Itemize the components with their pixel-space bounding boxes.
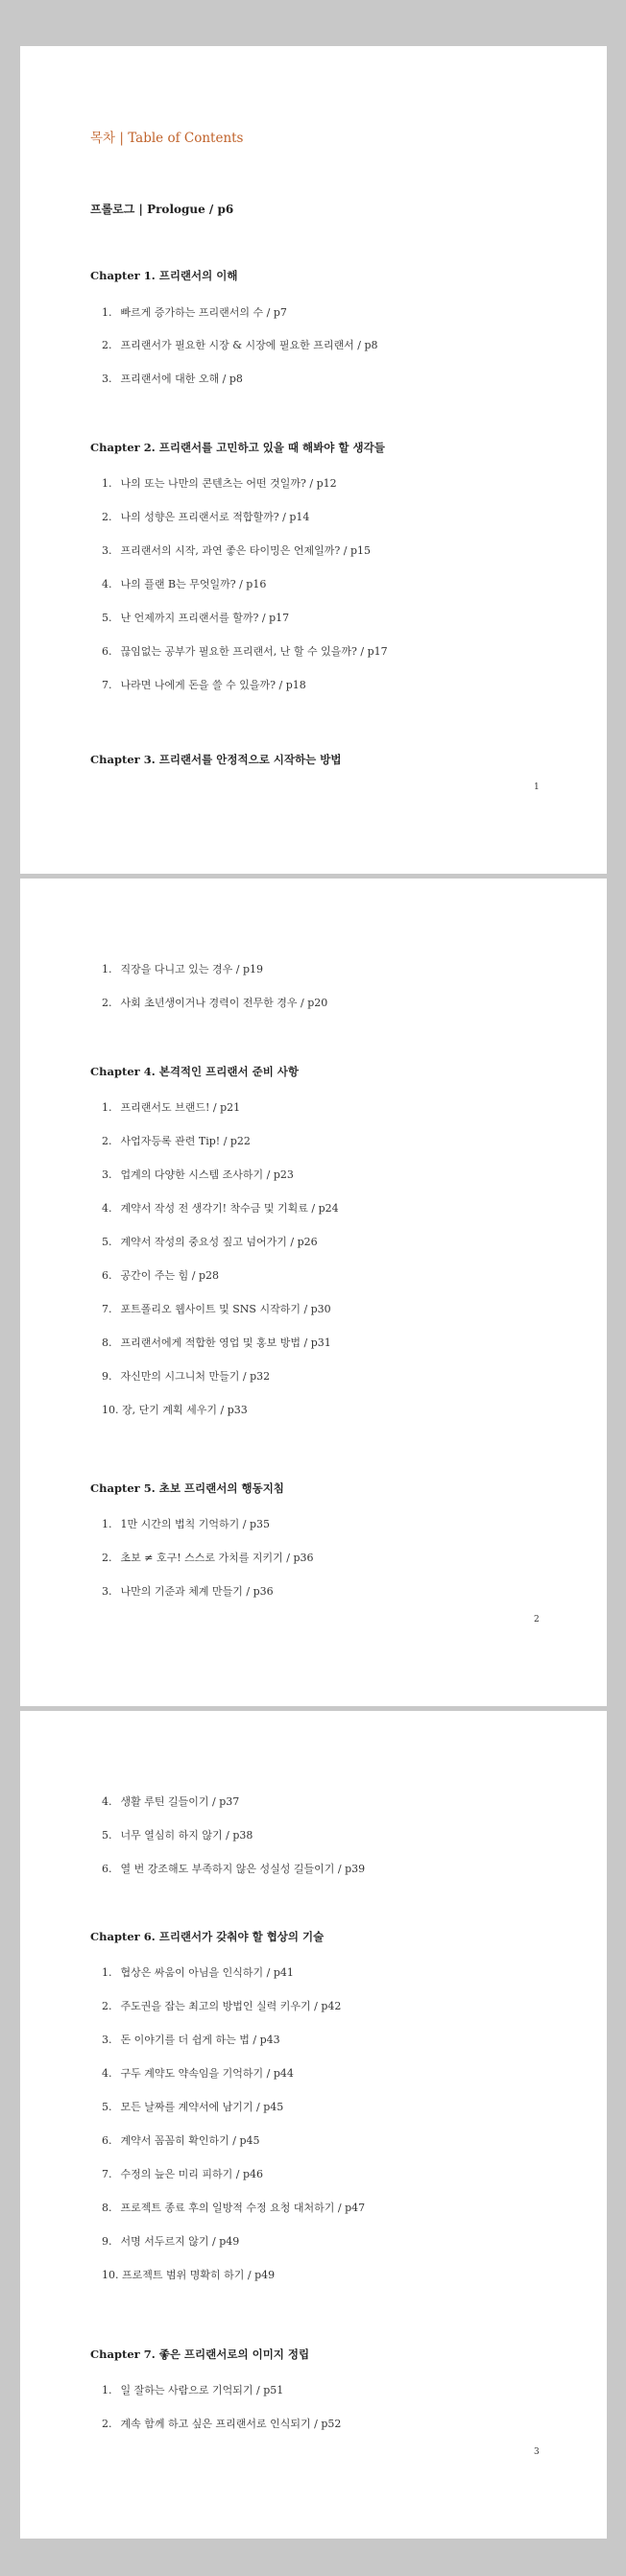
- toc-item: 5. 계약서 작성의 중요성 짚고 넘어가기 / p26: [102, 1236, 318, 1248]
- toc-item: 4. 나의 플랜 B는 무엇일까? / p16: [102, 578, 267, 590]
- toc-item: 2. 사업자등록 관련 Tip! / p22: [102, 1135, 251, 1147]
- chapter-3-title: Chapter 3. 프리랜서를 안정적으로 시작하는 방법: [90, 753, 342, 766]
- toc-item: 10. 프로젝트 범위 명확히 하기 / p49: [102, 2269, 276, 2281]
- toc-item: 3. 프리랜서에 대한 오해 / p8: [102, 373, 243, 385]
- toc-item: 7. 나라면 나에게 돈을 쓸 수 있을까? / p18: [102, 679, 306, 691]
- toc-item: 1. 빠르게 증가하는 프리랜서의 수 / p7: [102, 306, 287, 319]
- document-page-3: [20, 1711, 607, 2539]
- chapter-5-title: Chapter 5. 초보 프리랜서의 행동지침: [90, 1481, 284, 1495]
- toc-item: 1. 협상은 싸움이 아님을 인식하기 / p41: [102, 1966, 294, 1979]
- chapter-6-title: Chapter 6. 프리랜서가 갖춰야 할 협상의 기술: [90, 1930, 325, 1943]
- toc-item: 2. 계속 함께 하고 싶은 프리랜서로 인식되기 / p52: [102, 2418, 342, 2430]
- toc-item: 6. 계약서 꼼꼼히 확인하기 / p45: [102, 2134, 260, 2147]
- toc-item: 8. 프로젝트 종료 후의 일방적 수정 요청 대처하기 / p47: [102, 2202, 366, 2214]
- toc-item: 4. 생활 루틴 길들이기 / p37: [102, 1795, 240, 1808]
- chapter-1-title: Chapter 1. 프리랜서의 이해: [90, 269, 238, 282]
- toc-item: 6. 열 번 강조해도 부족하지 않은 성실성 길들이기 / p39: [102, 1863, 366, 1875]
- toc-item: 6. 공간이 주는 힘 / p28: [102, 1269, 219, 1282]
- toc-item: 3. 업계의 다양한 시스템 조사하기 / p23: [102, 1168, 294, 1181]
- toc-item: 3. 돈 이야기를 더 쉽게 하는 법 / p43: [102, 2034, 280, 2046]
- chapter-2-title: Chapter 2. 프리랜서를 고민하고 있을 때 해봐야 할 생각들: [90, 441, 385, 454]
- toc-item: 6. 끊임없는 공부가 필요한 프리랜서, 난 할 수 있을까? / p17: [102, 645, 388, 658]
- toc-item: 3. 나만의 기준과 체계 만들기 / p36: [102, 1585, 274, 1598]
- chapter-4-title: Chapter 4. 본격적인 프리랜서 준비 사항: [90, 1065, 300, 1078]
- toc-item: 3. 프리랜서의 시작, 과연 좋은 타이밍은 언제일까? / p15: [102, 544, 372, 557]
- page-number: 1: [534, 782, 540, 792]
- toc-heading: 목차 | Table of Contents: [90, 131, 244, 146]
- toc-item: 9. 서명 서두르지 않기 / p49: [102, 2235, 240, 2248]
- toc-item: 8. 프리랜서에게 적합한 영업 및 홍보 방법 / p31: [102, 1336, 331, 1349]
- toc-item: 9. 자신만의 시그니처 만들기 / p32: [102, 1370, 271, 1383]
- document-page-2: [20, 879, 607, 1706]
- toc-item: 4. 계약서 작성 전 생각기! 착수금 및 기획료 / p24: [102, 1202, 339, 1215]
- toc-item: 2. 사회 초년생이거나 경력이 전무한 경우 / p20: [102, 997, 328, 1009]
- toc-item: 5. 난 언제까지 프리랜서를 할까? / p17: [102, 612, 290, 624]
- toc-item: 1. 1만 시간의 법칙 기억하기 / p35: [102, 1518, 270, 1530]
- toc-item: 1. 일 잘하는 사람으로 기억되기 / p51: [102, 2384, 284, 2396]
- toc-item: 7. 수정의 늪은 미리 피하기 / p46: [102, 2168, 263, 2180]
- toc-item: 2. 나의 성향은 프리랜서로 적합할까? / p14: [102, 511, 310, 523]
- toc-item: 5. 모든 날짜를 계약서에 남기기 / p45: [102, 2101, 284, 2113]
- prologue-entry: 프롤로그 | Prologue / p6: [90, 203, 234, 216]
- toc-item: 7. 포트폴리오 웹사이트 및 SNS 시작하기 / p30: [102, 1303, 331, 1315]
- toc-item: 1. 프리랜서도 브랜드! / p21: [102, 1101, 241, 1114]
- toc-item: 1. 직장을 다니고 있는 경우 / p19: [102, 963, 263, 975]
- chapter-7-title: Chapter 7. 좋은 프리랜서로의 이미지 정립: [90, 2347, 310, 2361]
- toc-item: 2. 프리랜서가 필요한 시장 & 시장에 필요한 프리랜서 / p8: [102, 339, 378, 351]
- toc-item: 2. 주도권을 잡는 최고의 방법인 실력 키우기 / p42: [102, 2000, 342, 2012]
- page-number: 2: [534, 1615, 540, 1625]
- toc-item: 1. 나의 또는 나만의 콘텐츠는 어떤 것일까? / p12: [102, 477, 337, 490]
- document-page-1: [20, 46, 607, 874]
- toc-item: 5. 너무 열심히 하지 않기 / p38: [102, 1829, 253, 1842]
- toc-item: 10. 장, 단기 계획 세우기 / p33: [102, 1404, 248, 1416]
- toc-item: 4. 구두 계약도 약속임을 기억하기 / p44: [102, 2067, 294, 2080]
- toc-item: 2. 초보 ≠ 호구! 스스로 가치를 지키기 / p36: [102, 1552, 314, 1564]
- page-number: 3: [534, 2447, 540, 2457]
